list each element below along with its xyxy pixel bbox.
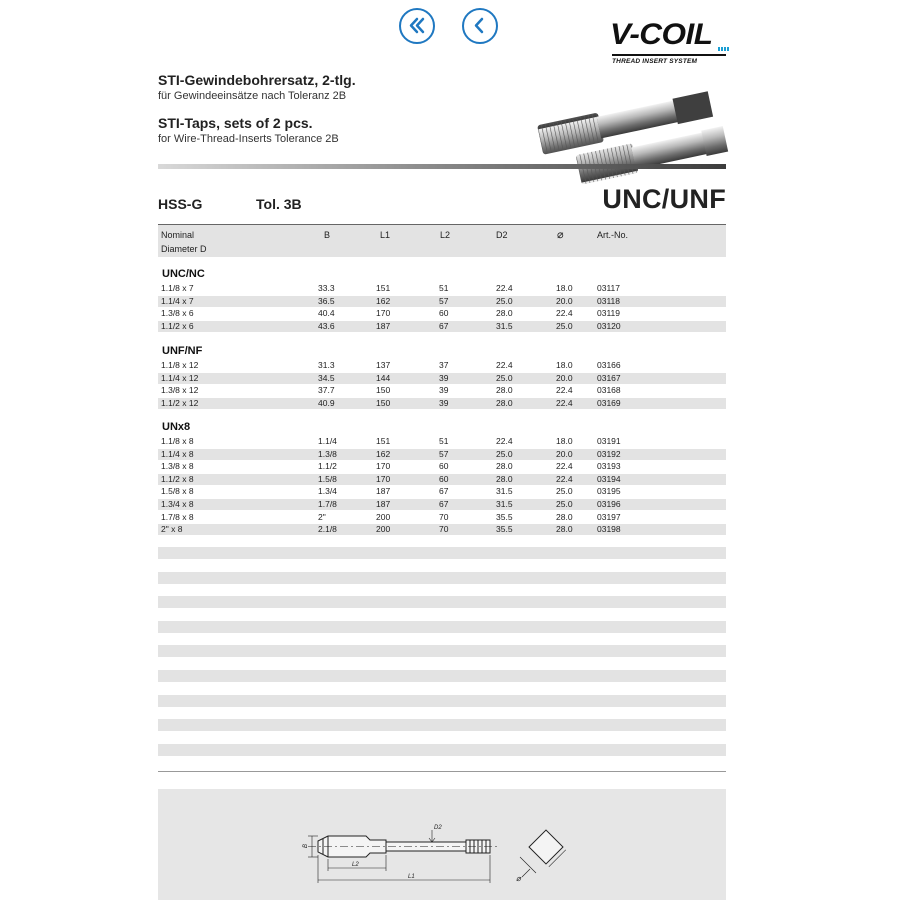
- article-number: 03117: [597, 283, 621, 293]
- article-number: 03167: [597, 372, 621, 383]
- l2-value: 37: [439, 360, 449, 370]
- article-number: 03194: [597, 473, 621, 484]
- nominal-diameter: 1.1/4 x 7: [161, 295, 194, 306]
- b-value: 1.3/4: [318, 486, 337, 497]
- d2-value: 25.0: [496, 448, 513, 459]
- double-chevron-left-icon: [401, 10, 432, 41]
- l2-value: 60: [439, 308, 449, 319]
- logo-wordmark: V-COIL: [610, 18, 713, 51]
- l1-value: 150: [376, 385, 391, 396]
- technical-drawing: [158, 789, 726, 900]
- table-header: [158, 224, 726, 257]
- subtitle-english: for Wire-Thread-Inserts Tolerance 2B: [158, 133, 339, 145]
- l2-value: 70: [439, 511, 449, 522]
- b-value: 34.5: [318, 372, 335, 383]
- l1-value: 187: [376, 320, 391, 331]
- column-nominal-diameter: Diameter D: [161, 244, 207, 254]
- column-article-number: Art.-No.: [597, 230, 629, 240]
- d2-value: 28.0: [496, 397, 513, 408]
- l1-value: 200: [376, 524, 391, 535]
- d2-value: 22.4: [496, 283, 513, 293]
- nominal-diameter: 1.3/8 x 12: [161, 385, 199, 396]
- l1-value: 162: [376, 295, 391, 306]
- d2-value: 35.5: [496, 511, 513, 522]
- b-value: 37.7: [318, 385, 335, 396]
- l2-value: 57: [439, 295, 449, 306]
- column-l1: L1: [380, 230, 391, 240]
- b-value: 1.1/4: [318, 436, 337, 446]
- table-row: [158, 398, 726, 409]
- column-l2: L2: [440, 230, 451, 240]
- drawing-label-diameter: ⌀: [516, 874, 521, 883]
- group-title: UNF/NF: [162, 345, 203, 357]
- d2-value: 28.0: [496, 308, 513, 319]
- empty-row: [158, 645, 726, 657]
- d2-value: 31.5: [496, 499, 513, 509]
- l2-value: 51: [439, 436, 449, 446]
- tap-set-product-image: [530, 80, 730, 185]
- d2-value: 31.5: [496, 486, 513, 497]
- l1-value: 137: [376, 360, 391, 370]
- empty-row: [158, 719, 726, 731]
- square-value: 18.0: [556, 283, 573, 293]
- table-row: [158, 321, 726, 332]
- square-value: 20.0: [556, 448, 573, 459]
- column-diameter-symbol: ⌀: [557, 229, 564, 241]
- l2-value: 60: [439, 473, 449, 484]
- empty-row: [158, 572, 726, 584]
- l2-value: 39: [439, 372, 449, 383]
- b-value: 43.6: [318, 320, 335, 331]
- b-value: 40.4: [318, 308, 335, 319]
- tap-dimension-drawing: [158, 789, 726, 900]
- empty-row: [158, 670, 726, 682]
- nominal-diameter: 1.1/4 x 12: [161, 372, 199, 383]
- article-number: 03168: [597, 385, 621, 396]
- subtitle-german: für Gewindeeinsätze nach Toleranz 2B: [158, 90, 347, 102]
- b-value: 2": [318, 511, 326, 522]
- empty-row: [158, 596, 726, 608]
- l2-value: 39: [439, 385, 449, 396]
- d2-value: 28.0: [496, 461, 513, 472]
- nominal-diameter: 1.3/8 x 6: [161, 308, 194, 319]
- l2-value: 57: [439, 448, 449, 459]
- nominal-diameter: 1.3/8 x 8: [161, 461, 194, 472]
- drawing-label-l2: L2: [352, 862, 359, 868]
- d2-value: 31.5: [496, 320, 513, 331]
- l1-value: 162: [376, 448, 391, 459]
- nominal-diameter: 1.1/4 x 8: [161, 448, 194, 459]
- l2-value: 67: [439, 499, 449, 509]
- square-value: 25.0: [556, 320, 573, 331]
- table-row: [158, 308, 726, 319]
- nominal-diameter: 1.1/2 x 8: [161, 473, 194, 484]
- logo-tagline: THREAD INSERT SYSTEM: [612, 58, 698, 65]
- article-number: 03120: [597, 320, 621, 331]
- material-label: HSS-G: [158, 196, 203, 212]
- group-title: UNx8: [162, 421, 191, 433]
- title-english: STI-Taps, sets of 2 pcs.: [158, 115, 313, 131]
- l1-value: 151: [376, 436, 391, 446]
- article-number: 03191: [597, 436, 621, 446]
- empty-row: [158, 695, 726, 707]
- l1-value: 144: [376, 372, 391, 383]
- b-value: 36.5: [318, 295, 335, 306]
- previous-page-button[interactable]: [462, 8, 498, 44]
- square-value: 22.4: [556, 397, 573, 408]
- logo-rule: [612, 54, 726, 56]
- square-value: 28.0: [556, 524, 573, 535]
- nominal-diameter: 1.1/2 x 12: [161, 397, 199, 408]
- table-row: [158, 436, 726, 447]
- article-number: 03166: [597, 360, 621, 370]
- empty-row: [158, 621, 726, 633]
- table-row: [158, 486, 726, 497]
- nominal-diameter: 1.1/8 x 12: [161, 360, 199, 370]
- nominal-diameter: 1.3/4 x 8: [161, 499, 194, 509]
- table-row: [158, 296, 726, 307]
- nominal-diameter: 1.1/8 x 7: [161, 283, 194, 293]
- square-value: 22.4: [556, 473, 573, 484]
- square-value: 18.0: [556, 360, 573, 370]
- nominal-diameter: 2" x 8: [161, 524, 183, 535]
- table-row: [158, 512, 726, 523]
- l2-value: 51: [439, 283, 449, 293]
- l1-value: 200: [376, 511, 391, 522]
- article-number: 03197: [597, 511, 621, 522]
- drawing-label-d2: D2: [434, 825, 442, 831]
- square-value: 28.0: [556, 511, 573, 522]
- l2-value: 60: [439, 461, 449, 472]
- header-gradient-rule: [158, 164, 726, 169]
- nominal-diameter: 1.1/2 x 6: [161, 320, 194, 331]
- d2-value: 35.5: [496, 524, 513, 535]
- article-number: 03195: [597, 486, 621, 497]
- column-b: B: [324, 230, 331, 240]
- empty-row: [158, 744, 726, 756]
- l1-value: 187: [376, 499, 391, 509]
- b-value: 1.3/8: [318, 448, 337, 459]
- table-row: [158, 449, 726, 460]
- article-number: 03198: [597, 524, 621, 535]
- article-number: 03192: [597, 448, 621, 459]
- article-number: 03193: [597, 461, 621, 472]
- square-value: 20.0: [556, 372, 573, 383]
- article-number: 03119: [597, 308, 621, 319]
- b-value: 40.9: [318, 397, 335, 408]
- d2-value: 22.4: [496, 436, 513, 446]
- d2-value: 22.4: [496, 360, 513, 370]
- nominal-diameter: 1.7/8 x 8: [161, 511, 194, 522]
- l1-value: 170: [376, 308, 391, 319]
- table-row: [158, 385, 726, 396]
- l1-value: 170: [376, 461, 391, 472]
- chevron-left-icon: [464, 10, 495, 41]
- drawing-label-l1: L1: [408, 874, 415, 880]
- l2-value: 70: [439, 524, 449, 535]
- nominal-diameter: 1.5/8 x 8: [161, 486, 194, 497]
- column-d2: D2: [496, 230, 508, 240]
- logo-accent-dots: [718, 47, 730, 51]
- d2-value: 28.0: [496, 385, 513, 396]
- b-value: 1.1/2: [318, 461, 337, 472]
- drawing-label-b: B: [303, 843, 309, 848]
- b-value: 33.3: [318, 283, 335, 293]
- square-value: 20.0: [556, 295, 573, 306]
- table-row: [158, 373, 726, 384]
- d2-value: 25.0: [496, 295, 513, 306]
- v-coil-logo: [610, 14, 730, 64]
- table-row: [158, 499, 726, 510]
- article-number: 03169: [597, 397, 621, 408]
- l1-value: 151: [376, 283, 391, 293]
- group-title: UNC/NC: [162, 268, 205, 280]
- table-row: [158, 524, 726, 535]
- article-number: 03118: [597, 295, 621, 306]
- square-value: 18.0: [556, 436, 573, 446]
- thread-type-heading: UNC/UNF: [602, 184, 726, 214]
- article-number: 03196: [597, 499, 621, 509]
- table-row: [158, 461, 726, 472]
- square-value: 25.0: [556, 486, 573, 497]
- l2-value: 39: [439, 397, 449, 408]
- table-row: [158, 283, 726, 294]
- b-value: 1.7/8: [318, 499, 337, 509]
- b-value: 2.1/8: [318, 524, 337, 535]
- b-value: 1.5/8: [318, 473, 337, 484]
- title-german: STI-Gewindebohrersatz, 2-tlg.: [158, 72, 356, 88]
- first-page-button[interactable]: [399, 8, 435, 44]
- nominal-diameter: 1.1/8 x 8: [161, 436, 194, 446]
- square-value: 22.4: [556, 461, 573, 472]
- tolerance-label: Tol. 3B: [256, 196, 302, 212]
- table-row: [158, 474, 726, 485]
- l1-value: 150: [376, 397, 391, 408]
- table-row: [158, 360, 726, 371]
- column-nominal: Nominal: [161, 230, 195, 240]
- b-value: 31.3: [318, 360, 335, 370]
- d2-value: 28.0: [496, 473, 513, 484]
- square-value: 25.0: [556, 499, 573, 509]
- l1-value: 187: [376, 486, 391, 497]
- empty-row: [158, 547, 726, 559]
- l2-value: 67: [439, 486, 449, 497]
- table-bottom-rule: [158, 771, 726, 772]
- square-value: 22.4: [556, 385, 573, 396]
- l1-value: 170: [376, 473, 391, 484]
- square-value: 22.4: [556, 308, 573, 319]
- d2-value: 25.0: [496, 372, 513, 383]
- l2-value: 67: [439, 320, 449, 331]
